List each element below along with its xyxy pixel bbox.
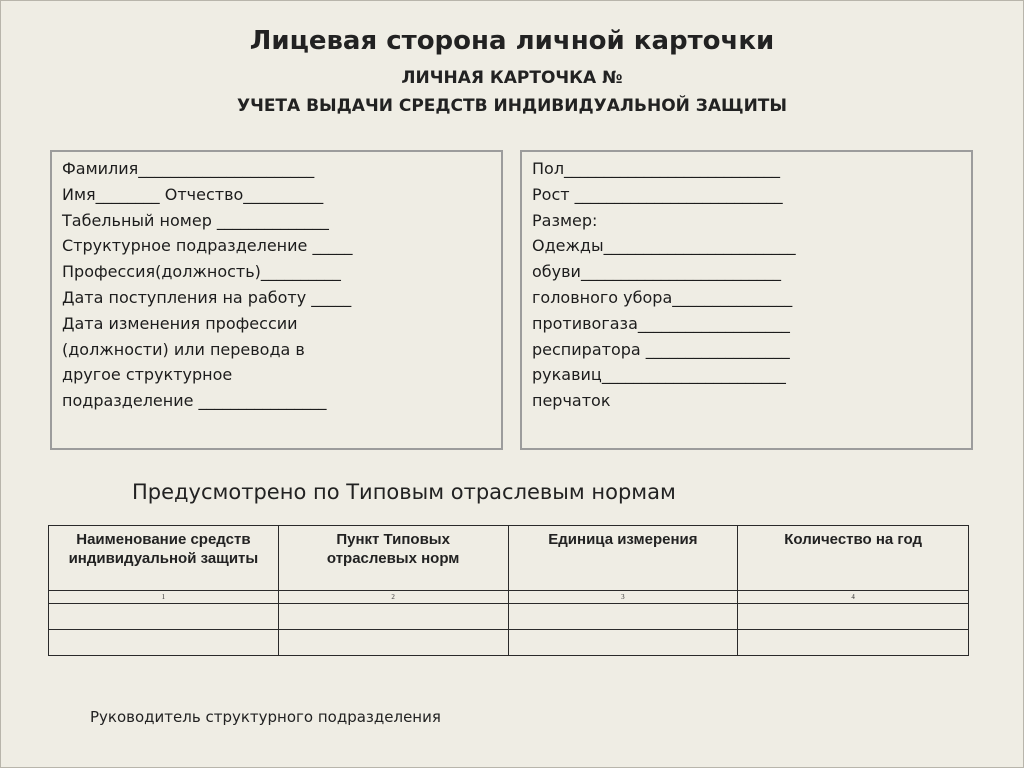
column-header-norm-item: [278, 526, 508, 591]
field-change-date-line2: (должности) или перевода в: [62, 339, 305, 359]
column-header-quantity: [738, 526, 969, 591]
field-gloves-size: перчаток: [532, 391, 611, 411]
employee-info-lines: [62, 156, 352, 414]
column-header-line: отраслевых норм: [326, 550, 460, 567]
field-profession: Профессия(должность)__________: [62, 262, 341, 282]
signature-label: Руководитель структурного подразделения: [90, 708, 441, 726]
table-cell: [278, 604, 508, 630]
table-row: [49, 630, 969, 656]
field-size-label: Размер:: [532, 210, 598, 230]
column-header-ppe-name: [49, 526, 279, 591]
column-number: 2: [278, 591, 508, 604]
field-change-date-line1: Дата изменения профессии: [62, 313, 298, 333]
column-header-line: Количество на год: [784, 531, 922, 548]
table-cell: [49, 604, 279, 630]
field-personnel-number: Табельный номер ______________: [62, 210, 329, 230]
table-cell: [278, 630, 508, 656]
field-shoe-size: обуви_________________________: [532, 262, 781, 282]
employee-info-box: [50, 150, 503, 450]
table-cell: [508, 604, 738, 630]
field-change-date-line4: подразделение ________________: [62, 391, 327, 411]
sizes-info-lines: [532, 156, 796, 414]
field-respirator-size: респиратора __________________: [532, 339, 790, 359]
table-cell: [738, 630, 969, 656]
norms-table-header-row: [49, 526, 969, 591]
column-number: 4: [738, 591, 969, 604]
norms-table-number-row: [49, 591, 969, 604]
column-header-unit: [508, 526, 738, 591]
table-cell: [738, 604, 969, 630]
field-gas-mask-size: противогаза___________________: [532, 313, 790, 333]
column-number: 1: [49, 591, 279, 604]
field-clothing-size: Одежды________________________: [532, 236, 796, 256]
column-header-line: индивидуальной защиты: [68, 550, 259, 567]
field-surname: Фамилия______________________: [62, 159, 315, 178]
norms-heading: Предусмотрено по Типовым отраслевым нормам: [132, 480, 676, 504]
field-hire-date: Дата поступления на работу _____: [62, 287, 352, 307]
field-department: Структурное подразделение _____: [62, 236, 353, 256]
field-height: Рост __________________________: [532, 184, 783, 204]
field-sex: Пол___________________________: [532, 159, 781, 178]
table-cell: [49, 630, 279, 656]
card-purpose-heading: УЧЕТА ВЫДАЧИ СРЕДСТВ ИНДИВИДУАЛЬНОЙ ЗАЩИТЫ: [236, 96, 788, 116]
column-header-line: Наименование средств: [76, 531, 251, 548]
column-number: 3: [508, 591, 738, 604]
norms-table: [48, 525, 969, 656]
field-mittens-size: рукавиц_______________________: [532, 365, 786, 385]
field-headwear-size: головного убора_______________: [532, 287, 793, 307]
page-title: Лицевая сторона личной карточки: [249, 26, 775, 56]
sizes-info-box: [520, 150, 973, 450]
table-row: [49, 604, 969, 630]
column-header-line: Пункт Типовых: [336, 531, 450, 548]
field-name-patronymic: Имя________ Отчество__________: [62, 184, 324, 204]
table-cell: [508, 630, 738, 656]
field-change-date-line3: другое структурное: [62, 365, 233, 385]
card-number-heading: ЛИЧНАЯ КАРТОЧКА №: [401, 68, 623, 88]
column-header-line: Единица измерения: [548, 531, 698, 548]
